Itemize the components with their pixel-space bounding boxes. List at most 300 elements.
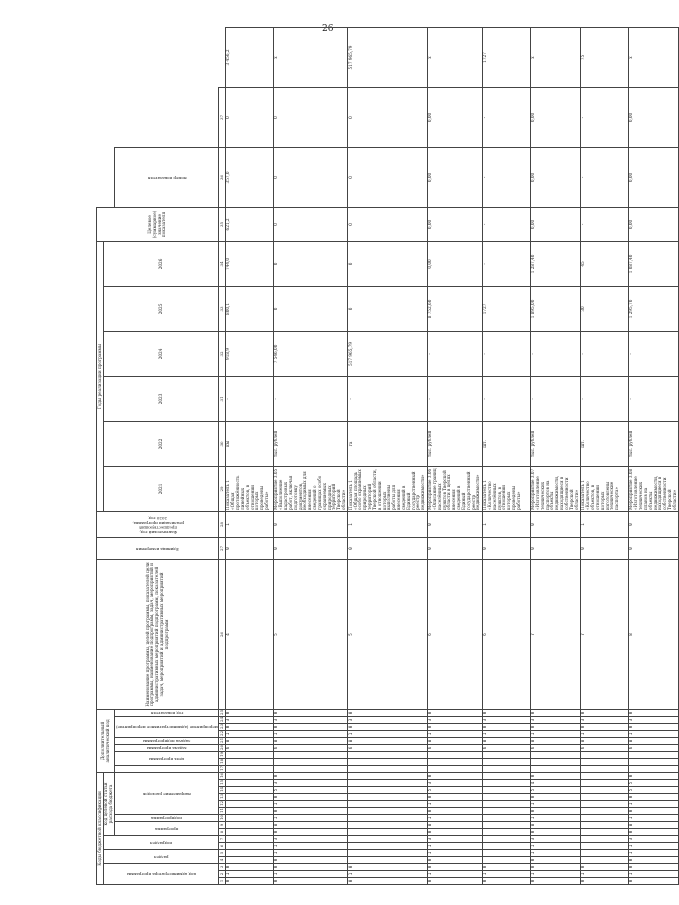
- code-digit: [580, 780, 628, 787]
- row-unit: тыс. рублей: [427, 421, 482, 466]
- row-name: Показатель 1 «Количество объектов, в отношении которых изготовлены технические паспорта»: [580, 466, 628, 511]
- row-year-value: -: [482, 147, 530, 207]
- code-digit: 3: [530, 716, 580, 723]
- code-digit: [482, 751, 530, 758]
- admin-code-digit: 1: [482, 871, 530, 878]
- row-unit: га: [348, 421, 427, 466]
- row-name: Показатель 1 «Количество населённых пунктов, в отношении которых проведены работы»: [482, 466, 530, 511]
- row-year-value: -: [530, 331, 580, 376]
- admin-code-digit: 1: [628, 871, 678, 878]
- row-year-value: -: [580, 88, 628, 148]
- code-digit: [225, 829, 273, 836]
- code-digit: [273, 765, 347, 772]
- column-number: 27: [219, 537, 226, 559]
- column-number: 30: [219, 421, 226, 466]
- code-digit: [225, 801, 273, 808]
- column-number: 7: [219, 836, 226, 843]
- column-number: 6: [219, 843, 226, 850]
- column-number: 9: [219, 822, 226, 829]
- code-digit: [225, 843, 273, 850]
- code-digit: 8: [530, 737, 580, 744]
- code-digit: 0: [273, 709, 347, 716]
- row-year-value: 0,00: [530, 207, 580, 241]
- code-digit: 5: [530, 787, 580, 794]
- admin-code-digit: 0: [427, 864, 482, 871]
- code-digit: 0: [348, 723, 427, 730]
- row-year-value: 918,9: [225, 331, 273, 376]
- code-digit: 3: [427, 716, 482, 723]
- admin-code-digit: 0: [628, 878, 678, 885]
- code-digit: 1: [427, 730, 482, 737]
- task-program-header: задача программы: [115, 744, 219, 751]
- code-digit: [348, 808, 427, 815]
- code-digit: 7: [530, 559, 580, 709]
- table-row: [482, 28, 530, 885]
- code-digit: 1: [530, 801, 580, 808]
- row-year-value: 0: [225, 88, 273, 148]
- row-year-value: 357,0: [225, 147, 273, 207]
- code-digit: 3: [580, 716, 628, 723]
- row-year-value: 8 752,60: [427, 286, 482, 331]
- name-header: Наименование программы, целей программы, показателей цели программы, наименование подпрограмм, задач, мероприятий и административных мероприятий подпрограмм, показателей задач, мероприятий и административных мероприятий подпрограмм: [97, 559, 219, 709]
- row-name: Мероприятие 3.05 «Выполнение кадастровых работ, включая подготовку документов, необходимых для внесения сведений о границах особо охраняемых природных территорий Тверской области»: [273, 466, 347, 511]
- row-year-value: -: [482, 241, 530, 286]
- code-digit: 6: [225, 744, 273, 751]
- column-number: 21: [218, 737, 224, 743]
- column-number: 37: [219, 88, 226, 148]
- row-fact-year: -: [530, 376, 580, 421]
- code-digit: [482, 836, 530, 843]
- code-digit: 0: [628, 772, 678, 779]
- row-year-value: -: [482, 88, 530, 148]
- row-year-value: -: [482, 207, 530, 241]
- column-number: 16: [218, 772, 224, 778]
- code-digit: [482, 843, 530, 850]
- row-year-value: 0,00: [530, 88, 580, 148]
- code-digit: [225, 815, 273, 822]
- column-number: 5: [219, 850, 226, 857]
- code-digit: [348, 829, 427, 836]
- code-digit: 0: [530, 537, 580, 559]
- row-target: х: [530, 28, 580, 88]
- code-digit: 5: [628, 787, 678, 794]
- code-digit: [580, 765, 628, 772]
- code-digit: [580, 850, 628, 857]
- table-row: [580, 28, 628, 885]
- code-digit: 0: [427, 772, 482, 779]
- admin-code-digit: 0: [628, 864, 678, 871]
- row-year-value: 1 295,70: [628, 286, 678, 331]
- admin-code-digit: 1: [530, 871, 580, 878]
- code-digit: 1: [580, 730, 628, 737]
- task-subprogram-header: задача подпрограммы: [115, 737, 219, 744]
- row-target: 517 965,79: [348, 28, 427, 88]
- code-digit: [482, 794, 530, 801]
- row-year-value: -: [427, 331, 482, 376]
- code-digit: 1: [273, 850, 347, 857]
- admin-code-digit: 1: [427, 871, 482, 878]
- row-fact-year: -: [482, 376, 530, 421]
- code-digit: 1: [530, 850, 580, 857]
- code-digit: 8: [580, 737, 628, 744]
- code-digit: 0: [530, 709, 580, 716]
- code-digit: [482, 787, 530, 794]
- row-unit: шт.: [580, 421, 628, 466]
- row-year-value: 800,1: [225, 286, 273, 331]
- code-digit: 8: [427, 822, 482, 829]
- code-digit: 3: [427, 836, 482, 843]
- code-digit: [580, 758, 628, 765]
- admin-code-digit: 0: [427, 878, 482, 885]
- code-digit: 0: [628, 829, 678, 836]
- code-digit: 3: [225, 716, 273, 723]
- code-digit: 1: [225, 511, 273, 537]
- row-year-value: 0: [348, 207, 427, 241]
- row-year-value: 621,2: [225, 207, 273, 241]
- table-row: [273, 28, 347, 885]
- code-digit: 6: [530, 744, 580, 751]
- row-year-value: 30: [580, 286, 628, 331]
- code-digit: 0: [628, 709, 678, 716]
- code-digit: 0: [427, 723, 482, 730]
- code-digit: 1: [427, 801, 482, 808]
- code-digit: 0: [530, 808, 580, 815]
- code-digit: [273, 758, 347, 765]
- razdel-header: раздел: [103, 850, 218, 864]
- row-year-value: 0: [348, 286, 427, 331]
- code-digit: [273, 751, 347, 758]
- code-digit: 3: [273, 780, 347, 787]
- code-digit: 1: [628, 850, 678, 857]
- row-year-value: 744,0: [225, 241, 273, 286]
- admin-code-digit: 0: [580, 878, 628, 885]
- code-digit: 5: [273, 559, 347, 709]
- code-digit: 4: [225, 559, 273, 709]
- code-digit: 0: [482, 709, 530, 716]
- column-number: 8: [219, 829, 226, 836]
- column-number: 18: [218, 758, 224, 764]
- code-digit: [225, 822, 273, 829]
- code-digit: 1: [427, 850, 482, 857]
- code-digit: 5: [273, 787, 347, 794]
- row-name: Мероприятие 3.06 «Описание границ населённых пунктов Тверской области в целях внесения сведений в Единый государственный реестр недвижимости»: [427, 466, 482, 511]
- code-digit: [225, 794, 273, 801]
- code-digit: 0: [427, 808, 482, 815]
- column-number: 2: [219, 871, 226, 878]
- fact-year-header: Фактический год, предшествующий реализации программы, 2020 год: [97, 511, 219, 537]
- code-digit: 6: [628, 744, 678, 751]
- code-digit: 8: [225, 737, 273, 744]
- admin-code-digit: 1: [348, 871, 427, 878]
- code-digit: [348, 857, 427, 864]
- code-digit: 1: [628, 801, 678, 808]
- code-digit: 0: [580, 723, 628, 730]
- code-digit: 6: [348, 744, 427, 751]
- column-number: 28: [219, 511, 226, 537]
- code-digit: [348, 772, 427, 779]
- code-digit: [580, 801, 628, 808]
- code-digit: 0: [482, 537, 530, 559]
- row-year-value: 0,00: [427, 241, 482, 286]
- column-number: 35: [219, 207, 226, 241]
- code-digit: 0: [482, 723, 530, 730]
- code-digit: [580, 836, 628, 843]
- table-row: [427, 28, 482, 885]
- code-digit: 0: [273, 537, 347, 559]
- code-digit: 0: [427, 709, 482, 716]
- row-name: Показатель 1 «Общая протяжённость линейных объектов, в отношении которых проведены работы»: [225, 466, 273, 511]
- column-number: 3: [219, 864, 226, 871]
- code-digit: [427, 751, 482, 758]
- podrazdel-header: подраздел: [103, 836, 218, 850]
- indicator-no-header: номер показателя: [115, 147, 219, 207]
- row-target: 3 456,2: [225, 28, 273, 88]
- table-row: [530, 28, 580, 885]
- code-digit: [580, 822, 628, 829]
- code-digit: [530, 758, 580, 765]
- column-number: 4: [219, 857, 226, 864]
- row-year-value: -: [628, 331, 678, 376]
- code-digit: 8: [530, 822, 580, 829]
- code-digit: [225, 765, 273, 772]
- code-digit: 0: [273, 857, 347, 864]
- code-digit: 0: [273, 794, 347, 801]
- code-digit: 1: [348, 511, 427, 537]
- code-digit: 3: [348, 716, 427, 723]
- column-number: 23: [218, 723, 224, 729]
- table-row: [628, 28, 678, 885]
- code-digit: 1: [273, 815, 347, 822]
- code-digit: [580, 829, 628, 836]
- code-digit: [348, 850, 427, 857]
- row-fact-year: -: [348, 376, 427, 421]
- code-digit: [580, 751, 628, 758]
- code-digit: 3: [628, 836, 678, 843]
- code-digit: [580, 772, 628, 779]
- subprogram-header: подпрограмма: [115, 815, 219, 822]
- row-unit: км: [225, 421, 273, 466]
- direction-header: направление расходов: [115, 772, 219, 814]
- column-number: 24: [218, 716, 224, 722]
- code-digit: 0: [225, 709, 273, 716]
- column-number: 14: [218, 786, 224, 792]
- code-digit: 0: [427, 511, 482, 537]
- column-number: 17: [218, 765, 224, 771]
- code-digit: 8: [482, 737, 530, 744]
- code-digit: 8: [427, 737, 482, 744]
- admin-code-digit: 1: [225, 871, 273, 878]
- code-digit: 6: [580, 744, 628, 751]
- unit-header: Единица измерения: [97, 537, 219, 559]
- block-header: [115, 765, 219, 772]
- code-digit: [225, 758, 273, 765]
- admin-code-digit: 0: [348, 864, 427, 871]
- code-digit: 0: [273, 723, 347, 730]
- code-digit: [530, 765, 580, 772]
- code-digit: [628, 751, 678, 758]
- admin-code-digit: 0: [273, 878, 347, 885]
- column-number: 31: [219, 376, 226, 421]
- row-year-value: 517 965,79: [348, 331, 427, 376]
- budget-codes-header: Коды бюджетной классификации: [97, 772, 104, 884]
- row-year-value: 0,00: [628, 207, 678, 241]
- code-digit: 1: [427, 815, 482, 822]
- row-year-value: 0: [348, 147, 427, 207]
- code-digit: 1: [628, 843, 678, 850]
- code-digit: 8: [628, 559, 678, 709]
- code-digit: [225, 850, 273, 857]
- code-digit: [427, 758, 482, 765]
- admin-code-digit: 0: [530, 878, 580, 885]
- code-digit: 0: [628, 794, 678, 801]
- code-digit: 0: [427, 857, 482, 864]
- code-digit: 0: [628, 857, 678, 864]
- code-digit: 1: [530, 843, 580, 850]
- code-digit: 0: [348, 709, 427, 716]
- code-digit: 1: [482, 730, 530, 737]
- row-unit: тыс. рублей: [273, 421, 347, 466]
- row-year-value: -: [580, 331, 628, 376]
- code-digit: 0: [628, 723, 678, 730]
- code-digit: 3: [628, 716, 678, 723]
- code-digit: 0: [530, 723, 580, 730]
- code-digit: 8: [628, 822, 678, 829]
- code-digit: 8: [273, 822, 347, 829]
- code-digit: 0: [273, 511, 347, 537]
- program-header: программа: [115, 822, 219, 836]
- code-digit: [580, 787, 628, 794]
- code-digit: [348, 787, 427, 794]
- row-year-value: 0,00: [628, 88, 678, 148]
- code-digit: 1: [273, 843, 347, 850]
- page-number: 26: [322, 24, 334, 34]
- row-name: Показатель 1 «Общая площадь особо охраняемых природных территорий Тверской области, в отношении которых выполнены работы для внесения сведений в Единый государственный реестр недвижимости»: [348, 466, 427, 511]
- code-digit: [580, 794, 628, 801]
- code-digit: [225, 780, 273, 787]
- code-digit: 0: [273, 772, 347, 779]
- column-number: 10: [218, 814, 224, 820]
- year-2022-header: 2022: [103, 421, 218, 466]
- row-year-value: 1 287,40: [530, 241, 580, 286]
- code-digit: 3: [482, 716, 530, 723]
- code-digit: 6: [482, 559, 530, 709]
- code-digit: 1: [273, 801, 347, 808]
- row-year-value: 1 087,40: [628, 241, 678, 286]
- code-digit: 0: [628, 511, 678, 537]
- row-target: 1727: [482, 28, 530, 88]
- code-digit: 0: [530, 772, 580, 779]
- row-year-value: 0: [273, 241, 347, 286]
- code-digit: [482, 815, 530, 822]
- year-2023-header: 2023: [103, 376, 218, 421]
- row-year-value: 0,00: [628, 147, 678, 207]
- row-target: 75: [580, 28, 628, 88]
- row-year-value: 0,00: [427, 207, 482, 241]
- code-digit: 0: [273, 829, 347, 836]
- admin-code-digit: 0: [530, 864, 580, 871]
- code-digit: [348, 794, 427, 801]
- row-target: х: [427, 28, 482, 88]
- column-numbers-row: [219, 28, 226, 885]
- code-digit: 1: [628, 730, 678, 737]
- year-indicator-header: год показателя: [115, 709, 219, 716]
- code-digit: [348, 780, 427, 787]
- code-digit: [427, 765, 482, 772]
- code-digit: [482, 857, 530, 864]
- admin-code-digit: 0: [580, 864, 628, 871]
- code-digit: [482, 850, 530, 857]
- row-fact-year: -: [427, 376, 482, 421]
- code-digit: 0: [348, 537, 427, 559]
- code-digit: 5: [348, 559, 427, 709]
- column-number: 22: [218, 730, 224, 736]
- row-unit: тыс. рублей: [530, 421, 580, 466]
- code-digit: 4: [530, 780, 580, 787]
- code-digit: [482, 829, 530, 836]
- code-digit: [348, 751, 427, 758]
- code-digit: [348, 822, 427, 829]
- code-digit: [580, 808, 628, 815]
- code-digit: 0: [580, 537, 628, 559]
- row-year-value: 0: [273, 207, 347, 241]
- code-digit: [348, 843, 427, 850]
- row-year-value: 0,00: [530, 147, 580, 207]
- column-number: 20: [218, 744, 224, 750]
- code-digit: [348, 815, 427, 822]
- code-digit: 0: [530, 829, 580, 836]
- admin-code-digit: 0: [348, 878, 427, 885]
- code-digit: [225, 857, 273, 864]
- code-digit: [225, 751, 273, 758]
- code-digit: 0: [628, 537, 678, 559]
- target-header: Целевое (суммарное) значение показателя: [97, 207, 219, 241]
- row-fact-year: -: [273, 376, 347, 421]
- code-digit: [580, 815, 628, 822]
- code-digit: [580, 857, 628, 864]
- table-body: [225, 28, 678, 885]
- row-year-value: 1727: [482, 286, 530, 331]
- row-target: х: [273, 28, 347, 88]
- admin-code-digit: 0: [273, 864, 347, 871]
- code-digit: [530, 751, 580, 758]
- admin-code-digit: 1: [580, 871, 628, 878]
- code-digit: 0: [427, 829, 482, 836]
- code-digit: [348, 765, 427, 772]
- column-number: 34: [219, 241, 226, 286]
- row-year-value: 0: [348, 88, 427, 148]
- admin-code-digit: 0: [482, 864, 530, 871]
- column-number: 36: [219, 147, 226, 207]
- code-digit: [482, 822, 530, 829]
- extra-code-header: Дополнительный аналитический код: [97, 709, 115, 772]
- code-digit: [348, 801, 427, 808]
- column-number: 11: [218, 807, 224, 813]
- code-digit: [348, 758, 427, 765]
- admin-code-digit: 0: [482, 878, 530, 885]
- code-digit: 6: [273, 744, 347, 751]
- code-digit: 0: [530, 857, 580, 864]
- years-header: Годы реализации программы: [97, 241, 104, 511]
- column-number: 32: [219, 331, 226, 376]
- column-number: 33: [219, 286, 226, 331]
- column-number: 19: [218, 751, 224, 757]
- row-year-value: 45: [580, 241, 628, 286]
- code-digit: 8: [273, 737, 347, 744]
- column-number: 29: [219, 466, 226, 511]
- code-digit: 0: [225, 537, 273, 559]
- code-digit: 1: [225, 730, 273, 737]
- code-digit: 0: [273, 808, 347, 815]
